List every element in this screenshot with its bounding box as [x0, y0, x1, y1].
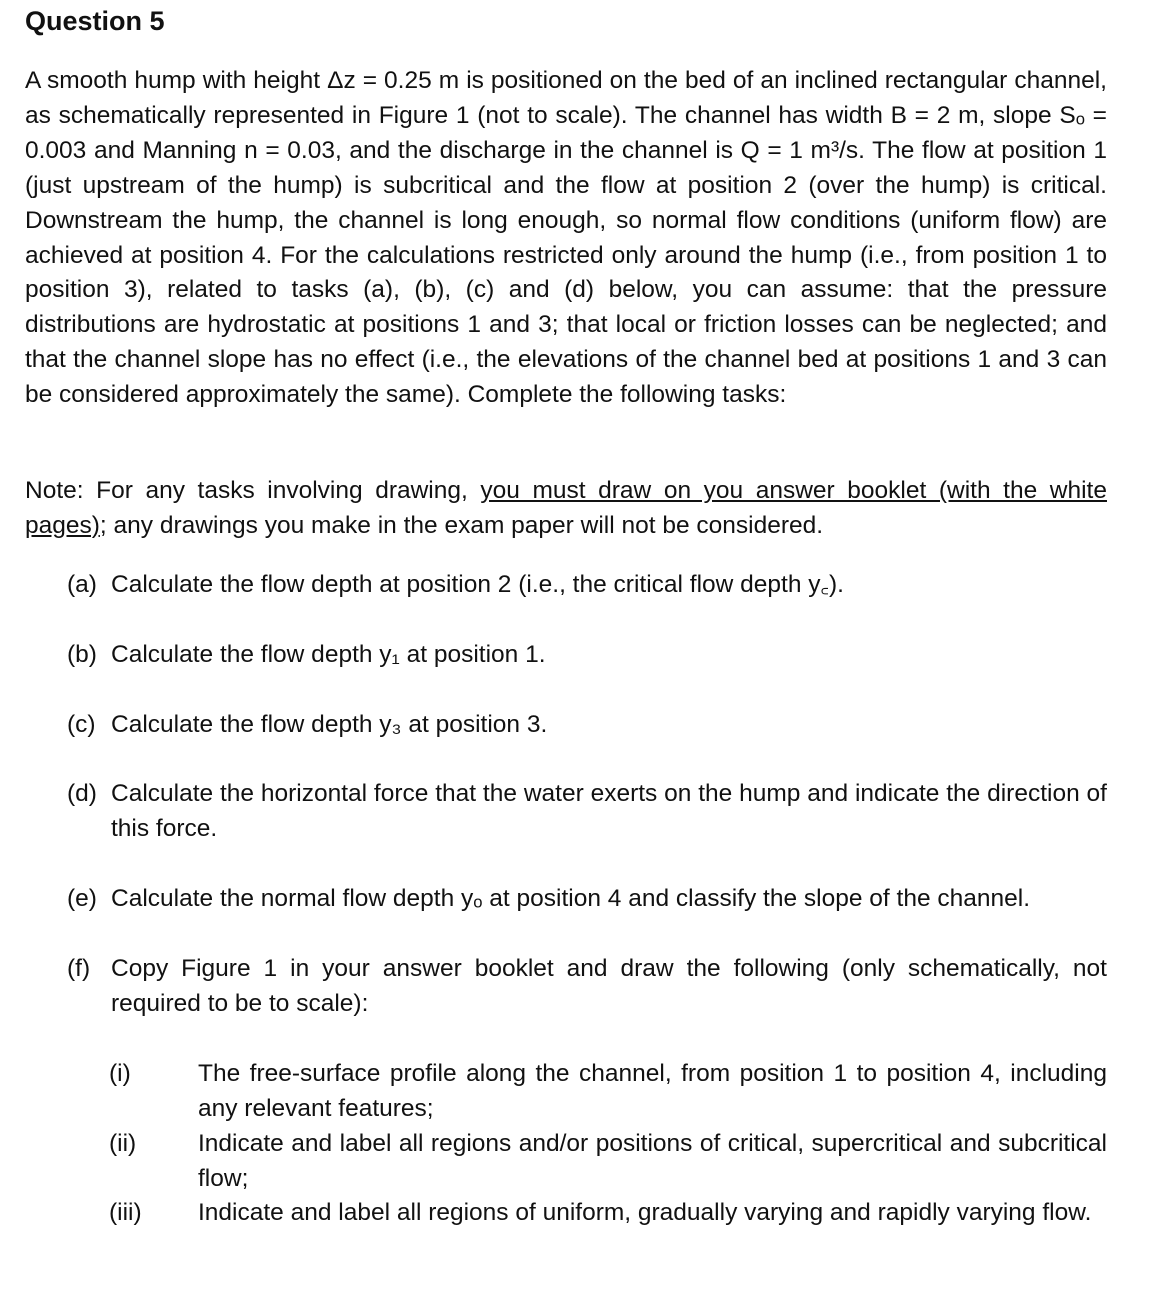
task-text: Calculate the flow depth y₃ at position 3.: [111, 711, 548, 738]
task-b: [67, 637, 1107, 672]
task-text: Calculate the horizontal force that the water exerts on the hump and indicate the direction of this force.: [111, 780, 1107, 842]
task-text: Calculate the flow depth y₁ at position 1.: [111, 641, 546, 668]
question-title: Question 5: [25, 6, 165, 36]
task-label: (d): [67, 780, 97, 807]
task-c: [67, 707, 1107, 742]
task-label: (a): [67, 571, 97, 598]
subtask-text: Indicate and label all regions and/or positions of critical, supercritical and subcritical flow;: [198, 1130, 1107, 1192]
task-e: [67, 881, 1107, 916]
task-text: Copy Figure 1 in your answer booklet and draw the following (only schematically, not required to be to scale):: [111, 955, 1107, 1017]
subtask-label: (iii): [109, 1199, 142, 1226]
task-d: [67, 776, 1107, 846]
task-label: (c): [67, 711, 96, 738]
task-label: (f): [67, 955, 91, 982]
note-underlined-instruction: you must draw on you answer booklet (with the white pages): [25, 477, 1107, 539]
subtask-label: (ii): [109, 1130, 137, 1157]
question-intro-paragraph: A smooth hump with height Δz = 0.25 m is positioned on the bed of an inclined rectangular channel, as schematically represented in Figure 1 (not to scale). The channel has width B = 2 m, slope Sₒ = 0.003 and Manning n = 0.03, and the discharge in the channel is Q = 1 m³/s. The flow at position 1 (just upstream of the hump) is subcritical and the flow at position 2 (over the hump) is critical. Downstream the hump, the channel is long enough, so normal flow conditions (uniform flow) are achieved at position 4. For the calculations restricted only around the hump (i.e., from position 1 to position 3), related to tasks (a), (b), (c) and (d) below, you can assume: that the pressure distributions are hydrostatic at positions 1 and 3; that local or friction losses can be neglected; and that the channel slope has no effect (i.e., the elevations of the channel bed at positions 1 and 3 can be considered approximately the same). Complete the following tasks:: [25, 67, 1107, 409]
note-prefix: Note: For any tasks involving drawing,: [25, 477, 481, 504]
task-label: (e): [67, 885, 97, 912]
subtask-ii: [109, 1126, 1107, 1196]
task-text: Calculate the flow depth at position 2 (i.e., the critical flow depth y꜀).: [111, 571, 844, 598]
task-f: [67, 951, 1107, 1021]
subtask-i: [109, 1056, 1107, 1126]
subtask-text: Indicate and label all regions of uniform, gradually varying and rapidly varying flow.: [198, 1199, 1092, 1226]
task-label: (b): [67, 641, 97, 668]
task-text: Calculate the normal flow depth yₒ at position 4 and classify the slope of the channel.: [111, 885, 1031, 912]
subtask-text: The free-surface profile along the channel, from position 1 to position 4, including any relevant features;: [198, 1060, 1107, 1122]
drawing-note: [25, 474, 1107, 543]
note-suffix: ; any drawings you make in the exam paper will not be considered.: [99, 511, 824, 539]
subtask-label: (i): [109, 1060, 131, 1087]
task-a: [67, 567, 1107, 602]
subtask-iii: [109, 1195, 1107, 1230]
